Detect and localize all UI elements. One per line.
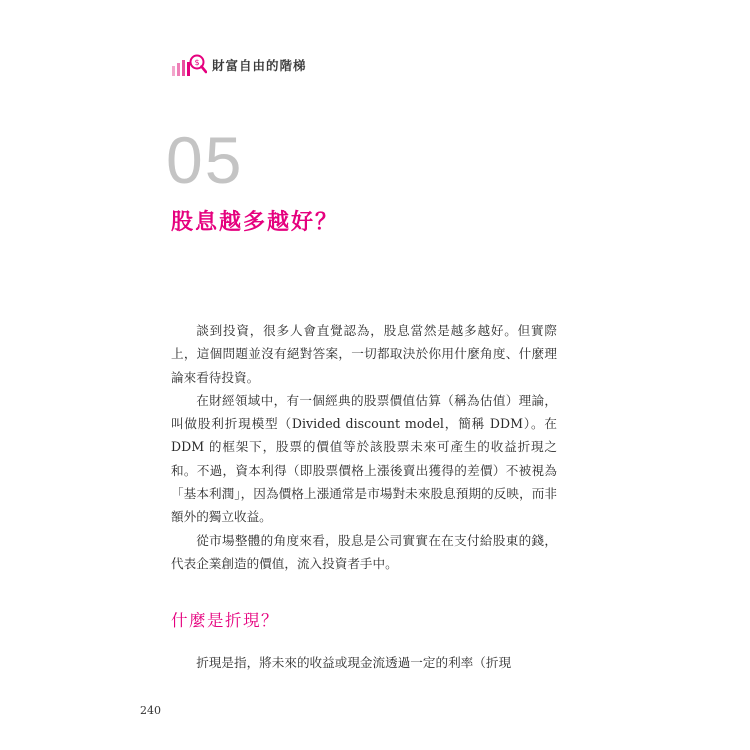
book-title: 財富自由的階梯 [212, 58, 307, 73]
chapter-number: 05 [166, 123, 244, 197]
body-text [171, 319, 557, 575]
paragraph: 從市場整體的角度來看，股息是公司實實在在支付給股東的錢，代表企業創造的價值，流入投資者手中。 [171, 532, 557, 571]
page-number: 240 [140, 704, 161, 717]
paragraph: 折現是指，將未來的收益或現金流透過一定的利率（折現 [196, 655, 512, 670]
section-heading: 什麼是折現？ [171, 611, 279, 630]
bar-chart-magnifier-icon [171, 53, 207, 77]
svg-text:$: $ [194, 58, 200, 67]
running-header [171, 52, 307, 78]
chapter-title: 股息越多越好？ [171, 209, 340, 235]
section-text [171, 651, 557, 674]
paragraph: 在財經領域中，有一個經典的股票價值估算（稱為估值）理論，叫做股利折現模型（Divided discount model，簡稱 DDM）。在 DDM 的框架下，股票的價值等於該股票未來可產生的收益折現之和。不過，資本利得（即股票價格上漲後賣出獲得的差價）不被視為「基本利潤」，因為價格上漲通常是市場對未來股息預期的反映，而非額外的獨立收益。 [171, 392, 557, 525]
paragraph: 談到投資，很多人會直覺認為，股息當然是越多越好。但實際上，這個問題並沒有絕對答案，一切都取決於你用什麼角度、什麼理論來看待投資。 [171, 323, 557, 385]
